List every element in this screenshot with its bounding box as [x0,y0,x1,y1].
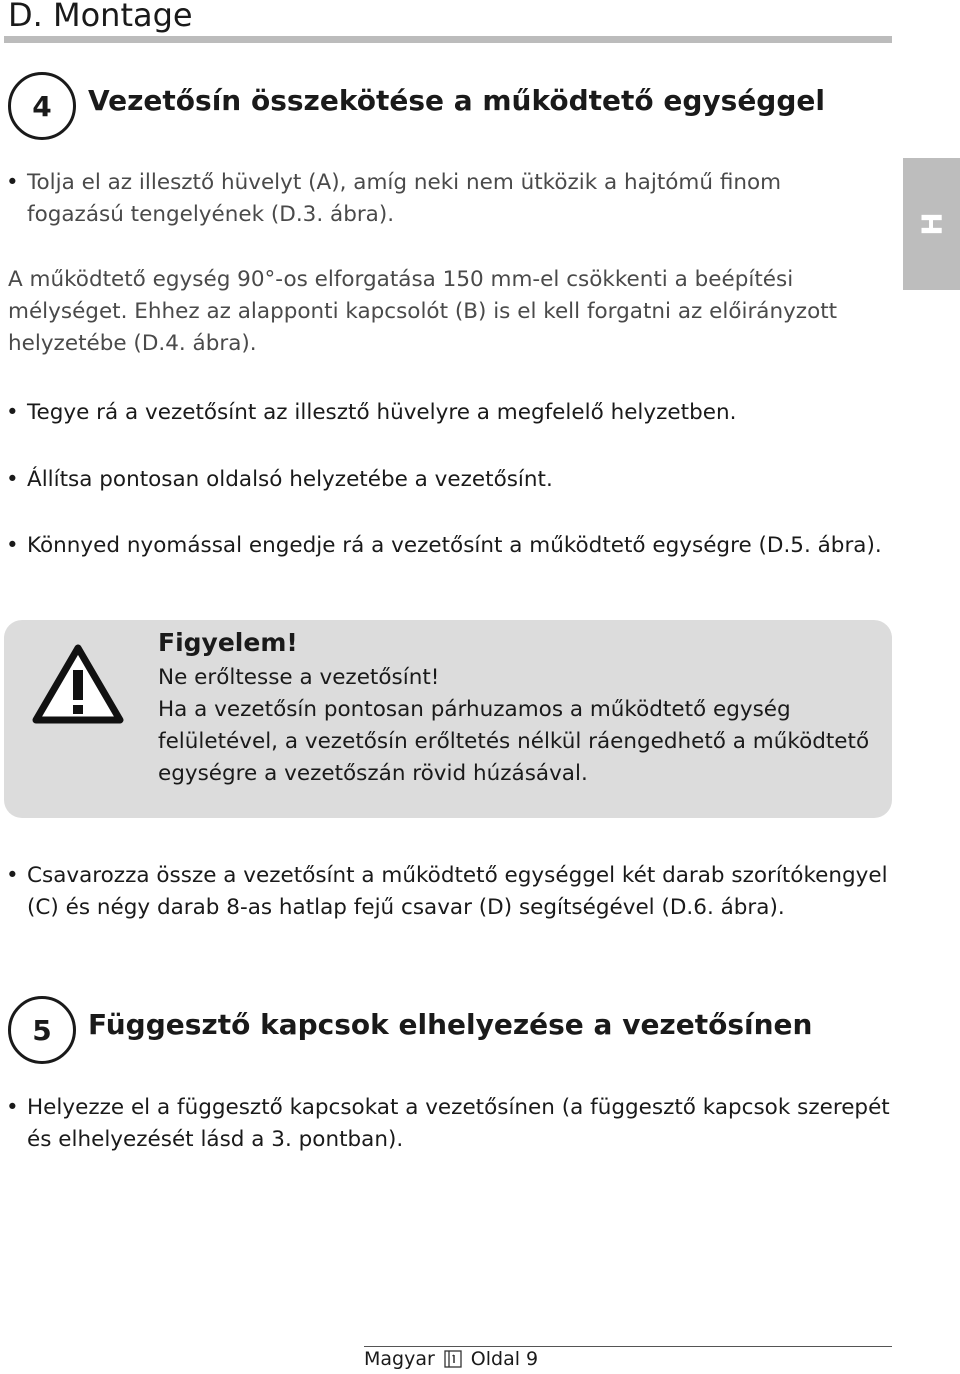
bullet-dot: • [6,1095,19,1120]
step-4-bullet-5: Csavarozza össze a vezetősínt a működtető egységgel két darab szorítókengyel (C) és négy darab 8-as hatlap fejű csavar (D) segítségével (D.6. ábra). [27,863,888,920]
step-5-bullet-1: Helyezze el a függesztő kapcsokat a vezetősínen (a függesztő kapcsok szerepét és elhelyezését lásd a 3. pontban). [27,1095,890,1152]
warning-title: Figyelem! [158,628,298,657]
step-number-5: 5 [8,996,76,1064]
header-rule [4,36,892,43]
step-4-paragraph: A működtető egység 90°-os elforgatása 150 mm-el csökkenti a beépítési mélységet. Ehhez az alapponti kapcsolót (B) is el kell forgatni az előirányzott helyzetébe (D.4. ábra). [8,267,838,356]
section-4-heading [8,72,888,138]
bullet-dot: • [6,170,19,195]
section-5-heading [8,996,888,1062]
step-4-bullet-1: Tolja el az illesztő hüvelyt (A), amíg neki nem ütközik a hajtómű finom fogazású tengelyének (D.3. ábra). [27,170,782,227]
bullet-dot: • [6,533,19,558]
language-tab-label: H [915,212,948,236]
bullet-dot: • [6,467,19,492]
footer-page-number: Oldal 9 [470,1348,539,1370]
step-4-bullet-2: Tegye rá a vezetősínt az illesztő hüvelyre a megfelelő helyzetben. [27,400,737,425]
bullet-dot: • [6,400,19,425]
page-header-title: D. Montage [8,0,193,34]
footer-rule [364,1346,892,1347]
page-footer [364,1348,538,1370]
warning-triangle-icon [32,644,124,724]
language-tab [903,158,960,290]
section-4-title: Vezetősín összekötése a működtető egységgel [88,84,825,117]
warning-text: Ne erőltesse a vezetősínt! Ha a vezetősín pontosan párhuzamos a működtető egység felületével, a vezetősín erőltetés nélkül ráengedhető a működtető egységre a vezetőszán rövid húzásával. [158,665,870,786]
book-icon [443,1349,463,1369]
step-number-4: 4 [8,72,76,140]
section-5-title: Függesztő kapcsok elhelyezése a vezetősínen [88,1008,813,1041]
step-4-bullet-3: Állítsa pontosan oldalsó helyzetébe a vezetősínt. [27,467,553,492]
footer-language: Magyar [364,1348,435,1370]
bullet-dot: • [6,863,19,888]
step-4-bullet-4: Könnyed nyomással engedje rá a vezetősínt a működtető egységre (D.5. ábra). [27,533,882,558]
